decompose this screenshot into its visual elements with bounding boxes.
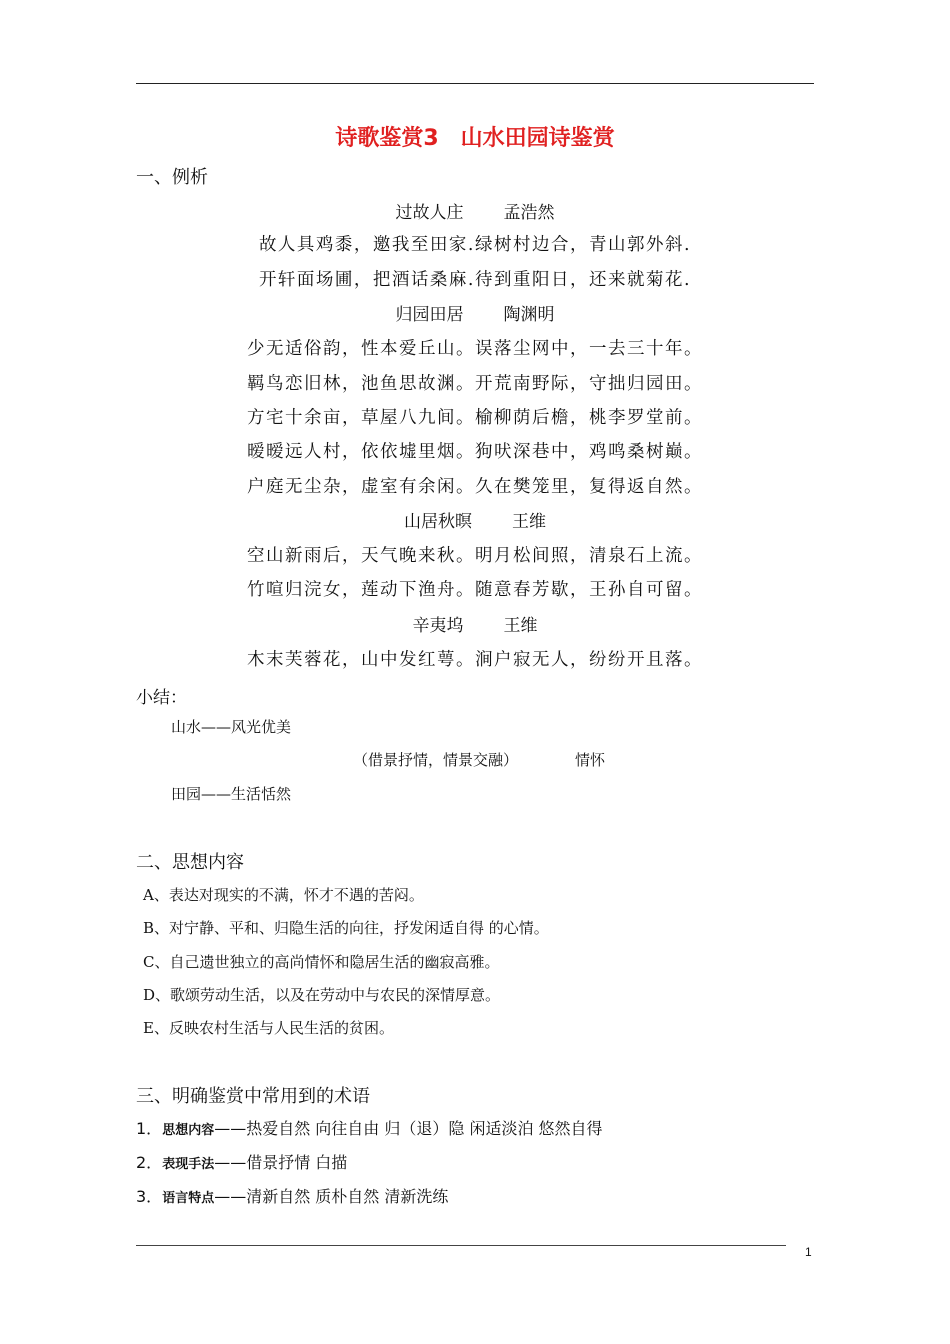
poem-title-1 [0, 198, 950, 223]
term-value: ——热爱自然 向往自由 归（退）隐 闲适淡泊 悠然自得 [214, 1119, 603, 1138]
term-key: 思想内容 [162, 1123, 215, 1138]
poem-title-3 [0, 507, 950, 532]
poem-line: 空山新雨后，天气晚来秋。明月松间照，清泉石上流。 [247, 546, 703, 566]
poem-line: 竹喧归浣女，莲动下渔舟。随意春芳歇，王孙自可留。 [247, 580, 703, 600]
content-item: D、歌颂劳动生活，以及在劳动中与农民的深情厚意。 [143, 986, 501, 1004]
poem-line: 羁鸟恋旧林，池鱼思故渊。开荒南野际，守拙归园田。 [247, 374, 703, 394]
poem-line: 木末芙蓉花，山中发红萼。涧户寂无人，纷纷开且落。 [247, 650, 703, 670]
poem-name: 山居秋暝 [404, 512, 472, 532]
summary-qinghuai: 情怀 [575, 751, 606, 769]
footer-rule [136, 1245, 786, 1246]
content-item: E、反映农村生活与人民生活的贫困。 [143, 1019, 394, 1037]
section1-heading: 一、例析 [136, 167, 208, 188]
term-number: 1． [136, 1119, 163, 1138]
summary-shanshui: 山水——风光优美 [171, 718, 292, 736]
term-row [136, 1116, 603, 1139]
poem-line: 开轩面场圃，把酒话桑麻.待到重阳日，还来就菊花. [258, 270, 692, 290]
poem-line: 户庭无尘杂，虚室有余闲。久在樊笼里，复得返自然。 [247, 477, 703, 497]
term-number: 2． [136, 1153, 163, 1172]
poem-line: 故人具鸡黍，邀我至田家.绿树村边合，青山郭外斜. [258, 235, 692, 255]
page-title: 诗歌鉴赏3 山水田园诗鉴赏 [335, 126, 615, 151]
poem-author: 孟浩然 [503, 203, 555, 223]
content-item: B、对宁静、平和、归隐生活的向往，抒发闲适自得 的心情。 [143, 919, 549, 937]
summary-tianyuan: 田园——生活恬然 [171, 785, 292, 803]
term-key: 表现手法 [162, 1157, 215, 1172]
summary-label: 小结： [136, 688, 187, 708]
poem-name: 过故人庄 [395, 203, 464, 223]
term-row [136, 1184, 448, 1207]
term-value: ——清新自然 质朴自然 清新洗练 [214, 1187, 449, 1206]
poem-line: 方宅十余亩，草屋八九间。榆柳荫后檐，桃李罗堂前。 [247, 408, 703, 428]
page-number: 1 [805, 1245, 812, 1259]
poem-author: 王维 [512, 512, 546, 532]
poem-title-4 [0, 611, 950, 636]
section3-heading: 三、明确鉴赏中常用到的术语 [136, 1086, 370, 1107]
term-row [136, 1150, 347, 1173]
poem-line: 暧暧远人村，依依墟里烟。狗吠深巷中，鸡鸣桑树巅。 [247, 442, 703, 462]
summary-middle: （借景抒情，情景交融） [353, 751, 519, 769]
poem-name: 归园田居 [395, 305, 464, 325]
poem-author: 陶渊明 [503, 305, 555, 325]
poem-name: 辛夷坞 [412, 616, 464, 636]
term-value: ——借景抒情 白描 [214, 1153, 348, 1172]
section2-heading: 二、思想内容 [136, 852, 244, 873]
poem-author: 王维 [503, 616, 538, 636]
content-item: C、自己遗世独立的高尚情怀和隐居生活的幽寂高雅。 [143, 953, 500, 971]
poem-line: 少无适俗韵，性本爱丘山。误落尘网中，一去三十年。 [247, 339, 703, 359]
header-rule [136, 83, 814, 84]
term-key: 语言特点 [162, 1191, 215, 1206]
term-number: 3． [136, 1187, 163, 1206]
content-item: A、表达对现实的不满，怀才不遇的苦闷。 [143, 886, 424, 904]
poem-title-2 [0, 300, 950, 325]
